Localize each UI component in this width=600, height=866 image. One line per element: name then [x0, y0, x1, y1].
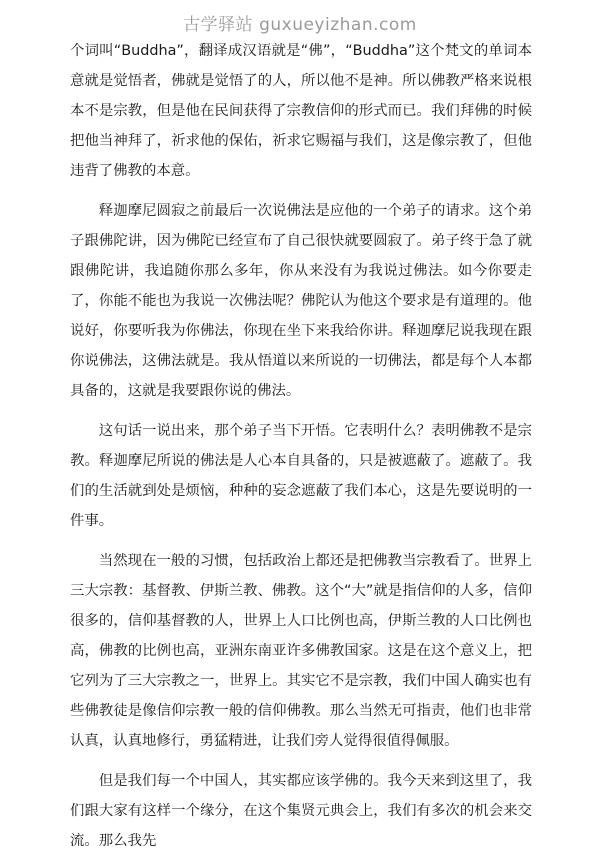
document-page — [70, 36, 532, 866]
paragraph-3: 这句话一说出来，那个弟子当下开悟。它表明什么？表明佛教不是宗教。释迦摩尼所说的佛法是人心本自具备的，只是被遮蔽了。遮蔽了。我们的生活就到处是烦恼，种种的妄念遮蔽了我们本心，这是先要说明的一件事。 — [70, 423, 532, 529]
paragraph-2: 释迦摩尼圆寂之前最后一次说佛法是应他的一个弟子的请求。这个弟子跟佛陀讲，因为佛陀已经宣布了自己很快就要圆寂了。弟子终于急了就跟佛陀讲，我追随你那么多年，你从来没有为我说过佛法。如今你要走了，你能不能也为我说一次佛法呢？佛陀认为他这个要求是有道理的。他说好，你要听我为你佛法，你现在坐下来我给你讲。释迦摩尼说我现在跟你说佛法，这佛法就是。我从悟道以来所说的一切佛法，都是每个人本都具备的，这就是我要跟你说的佛法。 — [70, 203, 532, 399]
paragraph-1: 个词叫“Buddha”，翻译成汉语就是“佛”，“Buddha”这个梵文的单词本意就是觉悟者，佛就是觉悟了的人，所以他不是神。所以佛教严格来说根本不是宗教，但是他在民间获得了宗教信仰的形式而已。我们拜佛的时候把他当神拜了，祈求他的保佑，祈求它赐福与我们，这是像宗教了，但他违背了佛教的本意。 — [70, 43, 532, 179]
site-watermark: 古学驿站 guxueyizhan.com — [183, 15, 417, 35]
paragraph-5: 但是我们每一个中国人，其实都应该学佛的。我今天来到这里了，我们跟大家有这样一个缘分，在这个集贤元典会上，我们有多次的机会来交流。那么我先 — [70, 773, 532, 849]
paragraph-4: 当然现在一般的习惯，包括政治上都还是把佛教当宗教看了。世界上三大宗教：基督教、伊斯兰教、佛教。这个“大”就是指信仰的人多，信仰很多的，信仰基督教的人，世界上人口比例也高，伊斯兰教的人口比例也高，佛教的比例也高，亚洲东南亚许多佛教国家。这是在这个意义上，把它列为了三大宗教之一，世界上。其实它不是宗教，我们中国人确实也有些佛教徒是像信仰宗教一般的信仰佛教。那么当然无可指责，他们也非常认真，认真地修行，勇猛精进，让我们旁人觉得很值得佩服。 — [70, 553, 532, 749]
